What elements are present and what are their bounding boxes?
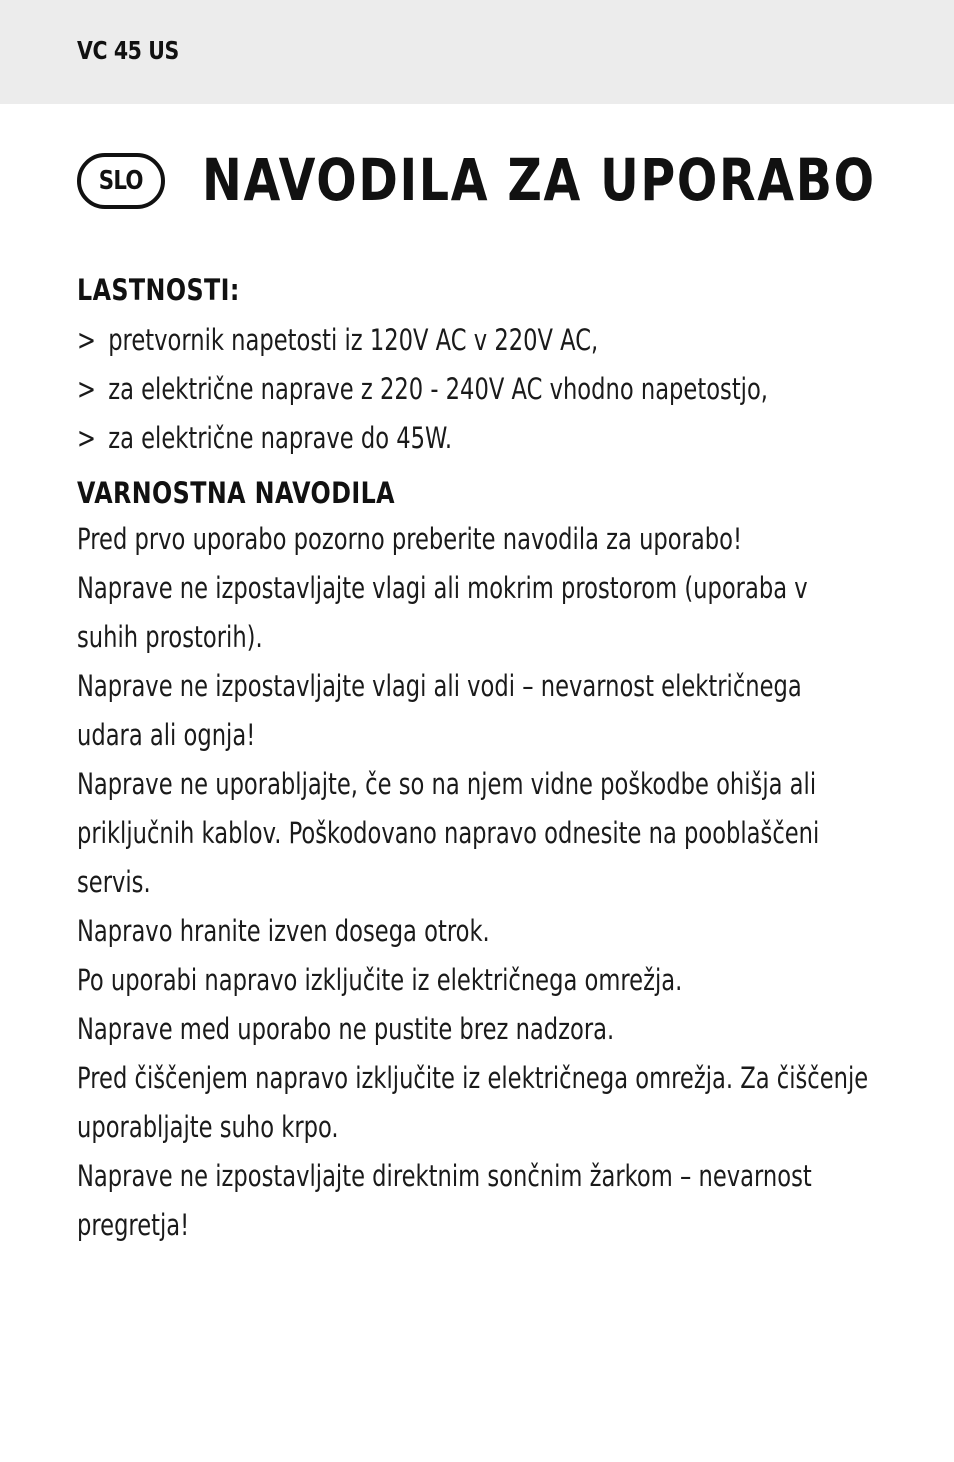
language-badge-label: SLO [99, 166, 143, 196]
safety-line: Naprave ne izpostavljajte vlagi ali mokrim prostorom (uporaba v [77, 571, 808, 605]
safety-line: uporabljajte suho krpo. [77, 1110, 339, 1144]
list-item [77, 316, 935, 365]
bullet-marker: > [77, 323, 96, 357]
list-item [77, 414, 935, 463]
safety-line: pregretja! [77, 1208, 190, 1242]
title-row [77, 148, 165, 214]
page-title: NAVODILA ZA UPORABO [202, 146, 876, 214]
list-item [77, 365, 935, 414]
feature-text: za električne naprave do 45W. [108, 421, 453, 455]
model-code: VC 45 US [77, 36, 179, 65]
safety-line: Po uporabi napravo izključite iz električnega omrežja. [77, 963, 683, 997]
features-block [77, 316, 935, 463]
safety-line: udara ali ognja! [77, 718, 256, 752]
safety-heading: VARNOSTNA NAVODILA [77, 476, 395, 510]
safety-line: Pred čiščenjem napravo izključite iz električnega omrežja. Za čiščenje [77, 1061, 869, 1095]
features-list [77, 316, 935, 463]
feature-text: pretvornik napetosti iz 120V AC v 220V AC, [108, 323, 599, 357]
safety-block [77, 515, 935, 1250]
safety-line: Naprave ne izpostavljajte vlagi ali vodi – nevarnost električnega [77, 669, 802, 703]
safety-line: Naprave med uporabo ne pustite brez nadzora. [77, 1012, 615, 1046]
safety-line: Naprave ne uporabljajte, če so na njem vidne poškodbe ohišja ali [77, 767, 817, 801]
feature-text: za električne naprave z 220 - 240V AC vhodno napetostjo, [108, 372, 769, 406]
bullet-marker: > [77, 372, 96, 406]
safety-line: suhih prostorih). [77, 620, 263, 654]
bullet-marker: > [77, 421, 96, 455]
safety-line: priključnih kablov. Poškodovano napravo odnesite na pooblaščeni [77, 816, 820, 850]
features-heading: LASTNOSTI: [77, 273, 240, 307]
safety-line: Pred prvo uporabo pozorno preberite navodila za uporabo! [77, 522, 743, 556]
document-body [77, 268, 897, 1250]
safety-line: Napravo hranite izven dosega otrok. [77, 914, 490, 948]
safety-line: Naprave ne izpostavljajte direktnim sončnim žarkom – nevarnost [77, 1159, 812, 1193]
safety-line: servis. [77, 865, 151, 899]
language-badge [77, 153, 165, 209]
